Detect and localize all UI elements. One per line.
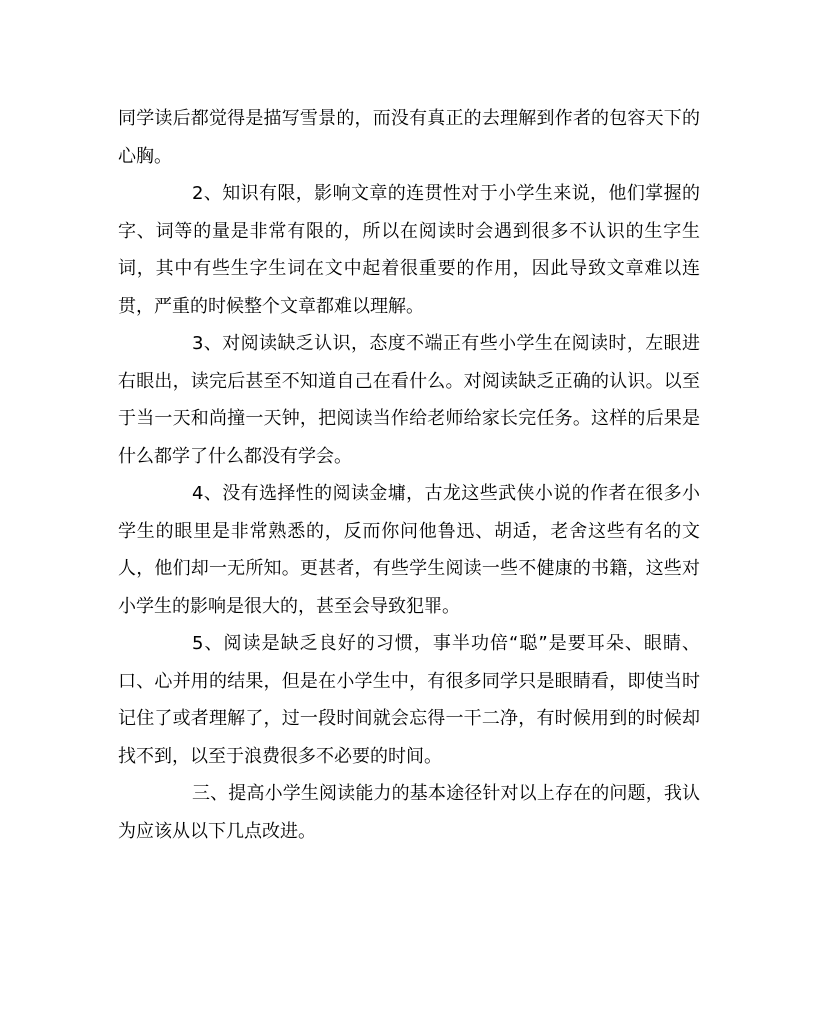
paragraph-point-5: 5、阅读是缺乏良好的习惯，事半功倍“聪”是要耳朵、眼睛、口、心并用的结果，但是在小学生中，有很多同学只是眼睛看，即使当时记住了或者理解了，过一段时间就会忘得一干二净，有时候用到的时候却找不到，以至于浪费很多不必要的时间。 <box>118 633 700 767</box>
document-body <box>118 100 700 850</box>
paragraph-point-2: 2、知识有限，影响文章的连贯性对于小学生来说，他们掌握的字、词等的量是非常有限的，所以在阅读时会遇到很多不认识的生字生词，其中有些生字生词在文中起着很重要的作用，因此导致文章难以连贯，严重的时候整个文章都难以理解。 <box>118 183 700 317</box>
paragraph-point-4: 4、没有选择性的阅读金墉，古龙这些武侠小说的作者在很多小学生的眼里是非常熟悉的，反而你问他鲁迅、胡适，老舍这些有名的文人，他们却一无所知。更甚者，有些学生阅读一些不健康的书籍，这些对小学生的影响是很大的，甚至会导致犯罪。 <box>118 483 700 617</box>
paragraph-section-3: 三、提高小学生阅读能力的基本途径针对以上存在的问题，我认为应该从以下几点改进。 <box>118 783 700 842</box>
paragraph-continuation: 同学读后都觉得是描写雪景的，而没有真正的去理解到作者的包容天下的心胸。 <box>118 108 700 167</box>
paragraph-point-3: 3、对阅读缺乏认识，态度不端正有些小学生在阅读时，左眼进右眼出，读完后甚至不知道自己在看什么。对阅读缺乏正确的认识。以至于当一天和尚撞一天钟，把阅读当作给老师给家长完任务。这样的后果是什么都学了什么都没有学会。 <box>118 333 700 467</box>
